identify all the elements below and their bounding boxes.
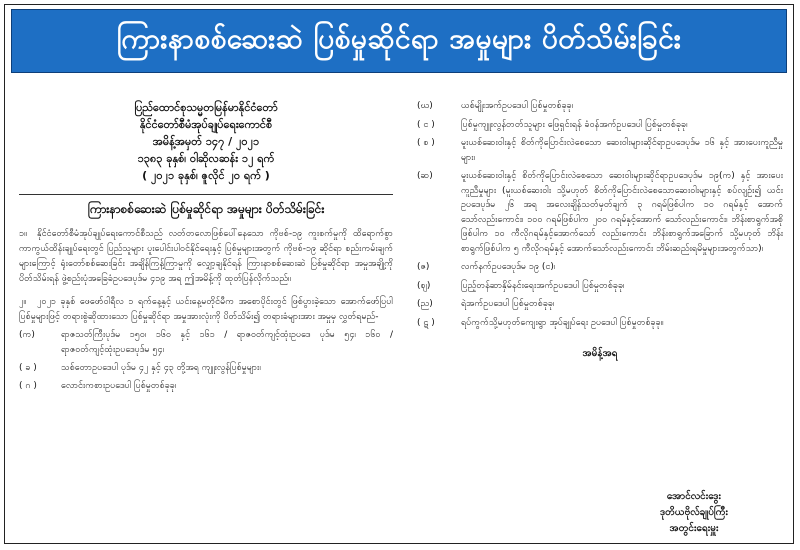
list-item-text: ရာဇသတ်ကြီးပုဒ်မ ၁၅၀၊ ၁၆၀ နှင့် ၁၆၁ / ရာဇဝတ်ကျင့်ထုံးဥပဒေ ပုဒ်မ ၅၄၊ ၁၆၀ / ရာဇဝတ်ကျင့်ထုံးဥပဒေပုဒ်မ ၅၄၊	[61, 330, 393, 355]
list-item-text: ပြည့်တန်ဆာနှိမ်နင်းရေးအက်ဥပဒေပါ ပြစ်မှုတစ်ခုခု၊	[461, 280, 625, 291]
header-line-2: နိုင်ငံတော်စီမံအုပ်ချုပ်ရေးကောင်စီ	[139, 118, 273, 131]
list-item	[417, 279, 783, 294]
paragraph-text: ၂၀၂၁ ခုနှစ် ဖေဖော်ဝါရီလ ၁ ရက်နေ့နှင့် ယင်းနေ့မတိုင်မီက အစောပိုင်းတွင် ဖြစ်ပွားခဲ့သော အောက်ဖော်ပြပါ ပြစ်မှုများဖြင့် တရားစွဲဆိုထားသော ပြစ်မှုဆိုင်ရာ အမှုအားလုံးကို ပိတ်သိမ်း၍ တရားခံများအား အမှုမှ လွှတ်ရမည်-	[19, 297, 393, 322]
list-item-text: သစ်တောဥပဒေပါ ပုဒ်မ ၄၂ နှင့် ၄၃ တို့အရ ကျူးလွန်ပြစ်မှုများ၊	[61, 363, 261, 373]
list-item	[417, 118, 783, 133]
list-item	[417, 136, 783, 165]
signatory-rank: ဒုတိယဗိုလ်ချုပ်ကြီး	[659, 507, 729, 518]
list-item-text: မူးယစ်ဆေးဝါးနှင့် စိတ်ကိုပြောင်းလဲစေသော ဆေးဝါးများဆိုင်ရာဥပဒေပုဒ်မ ၁၉(က) နှင့် အားပေးကူညီမှုများ (မူးယစ်ဆေးဝါး သို့မဟုတ် စိတ်ကိုပြောင်းလဲစေသောဆေးဝါးများနှင့် စပ်လျဉ်း၍ ယင်းဥပဒေပုဒ်မ ၂၆ အရ အလေးချိန်သတ်မှတ်ချက် ၃ ဂရမ်ဖြစ်ပါက ၁၀ ဂရမ်နှင့် အောက်သော်လည်းကောင်း၊ ၁၀၀ ဂရမ်ဖြစ်ပါက ၂၀၀ ဂရမ်နှင့်အောက် သော်လည်းကောင်း၊ ဘိန်းစာရွက်အစိုဖြစ်ပါက ၁၀ ကီလိုဂရမ်နှင့်အောက်သော် လည်းကောင်း ဘိန်းစာရွက်အခြောက် သို့မဟုတ် ဘိန်းစာရွက်ဖြစ်ပါက ၅ ကီလိုဂရမ်နှင့် အောက်သော်လည်းကောင်း ဘိမ်းဆည်းရမိမှုများအတွက်သာ)၊	[461, 171, 783, 254]
list-item	[417, 297, 783, 312]
list-item	[417, 169, 783, 256]
list-item-mark: ( ဋ )	[417, 317, 435, 328]
list-item-mark: ( ဂ )	[19, 381, 37, 391]
list-item-mark: ( ခ )	[19, 363, 37, 373]
list-item-text: လက်နက်ဥပဒေပုဒ်မ ၁၉ (င)၊	[461, 262, 556, 272]
list-item-text: ရပ်ကွက်သို့မဟုတ်ကျေးရွာ အုပ်ချုပ်ရေး ဥပဒေပါ ပြစ်မှုတစ်ခုခု။	[461, 317, 664, 328]
list-item-text: ပြစ်မှုကျူးလွန်တတ်သူများ ဖြေရှင်းရန် ခံဝန်အက်ဥပဒေပါ ပြစ်မှုတစ်ခုခု၊	[461, 119, 688, 130]
order-number: အမိန့်အမှတ် ၁၄၇ / ၂၀၂၁	[152, 135, 260, 148]
paragraph-text: နိုင်ငံတော်စီမံအုပ်ချုပ်ရေးကောင်စီသည် လတ်တလောဖြစ်ပေါ်နေသော ကိုဗစ်-၁၉ ကူးစက်မှုကို ထိရောက်စွာ ကာကွယ်ထိန်းချုပ်ရေးတွင် ပြည်သူများ ပူးပေါင်းပါဝင်နိုင်ရေးနှင့် ပြစ်မှုများအတွက် ကိုဗစ်-၁၉ ဆိုင်ရာ စည်းကမ်းချက်များကြောင့် ရုံးတော်စစ်ဆေးခြင်း အချိန်ကြန့်ကြာမှုကို လျှော့ချနိုင်ရန် ကြားနာစစ်ဆေးဆဲ ပြစ်မှုဆိုင်ရာ အမှုအချို့ကို ပိတ်သိမ်းရန် ဖွဲ့စည်းပုံအခြေခံဥပဒေပုဒ်မ ၄၁၉ အရ ဤအမိန့်ကို ထုတ်ပြန်လိုက်သည်။	[19, 229, 393, 284]
header-line-1: ပြည်ထောင်စုသမ္မတမြန်မာနိုင်ငံတော်	[134, 101, 278, 114]
paragraph-1	[19, 227, 393, 287]
notice-heading: ကြားနာစစ်ဆေးဆဲ ပြစ်မှုဆိုင်ရာ အမှုများ ပိတ်သိမ်းခြင်း	[19, 194, 393, 219]
list-item-mark: (ဈ)	[417, 280, 431, 291]
notice-frame	[4, 4, 794, 544]
list-item-text: ရဲအက်ဥပဒေပါ ပြစ်မှုတစ်ခုခု၊	[461, 299, 555, 309]
list-item	[19, 379, 393, 394]
list-item-text: လောင်းကစားဥပဒေပါ ပြစ်မှုတစ်ခုခု၊	[61, 381, 177, 391]
paragraph-number: ၂။	[19, 297, 27, 307]
list-item-mark: (ဃ)	[417, 101, 433, 111]
title-banner	[11, 9, 787, 73]
date-gregorian: ( ၂၀၂၁ ခုနှစ်၊ ဇူလိုင် ၂၀ ရက် )	[142, 169, 270, 182]
order-by-label: အမိန့်အရ	[582, 348, 618, 359]
signatory-title: အတွင်းရေးမှူး	[669, 523, 719, 534]
paragraph-number: ၁။	[19, 229, 27, 239]
signatory-name: အောင်လင်းဒွေး	[666, 491, 722, 502]
header-block	[19, 99, 393, 184]
list-item-text: ယစ်မျိုးအက်ဥပဒေပါ ပြစ်မှုတစ်ခုခု၊	[461, 101, 574, 111]
list-item	[19, 328, 393, 358]
list-item	[417, 260, 783, 275]
list-item	[417, 99, 783, 114]
list-item-text: မူးယစ်ဆေးဝါးနှင့် စိတ်ကိုပြောင်းလဲစေသော ဆေးဝါးများဆိုင်ရာဥပဒေပုဒ်မ ၁၆ နှင့် အားပေးကူညီမှုများ၊	[461, 138, 783, 163]
list-item-mark: (ည)	[417, 299, 433, 309]
list-item-mark: ( င )	[417, 119, 435, 130]
right-column	[417, 99, 783, 361]
list-item-mark: (ဆ)	[417, 171, 433, 181]
paragraph-2	[19, 295, 393, 325]
left-column	[19, 99, 393, 394]
list-item-mark: (ဇ)	[417, 262, 430, 272]
list-item-mark: ( စ )	[417, 138, 435, 148]
list-item	[19, 361, 393, 376]
list-item-mark: (က)	[19, 330, 35, 340]
signature-block	[619, 489, 769, 537]
list-item	[417, 316, 783, 331]
banner-title: ကြားနာစစ်ဆေးဆဲ ပြစ်မှုဆိုင်ရာ အမှုများ ပိတ်သိမ်းခြင်း	[116, 22, 682, 55]
date-myanmar: ၁၃၈၃ ခုနှစ်၊ ဝါဆိုလဆန်း ၁၂ ရက်	[137, 152, 275, 165]
